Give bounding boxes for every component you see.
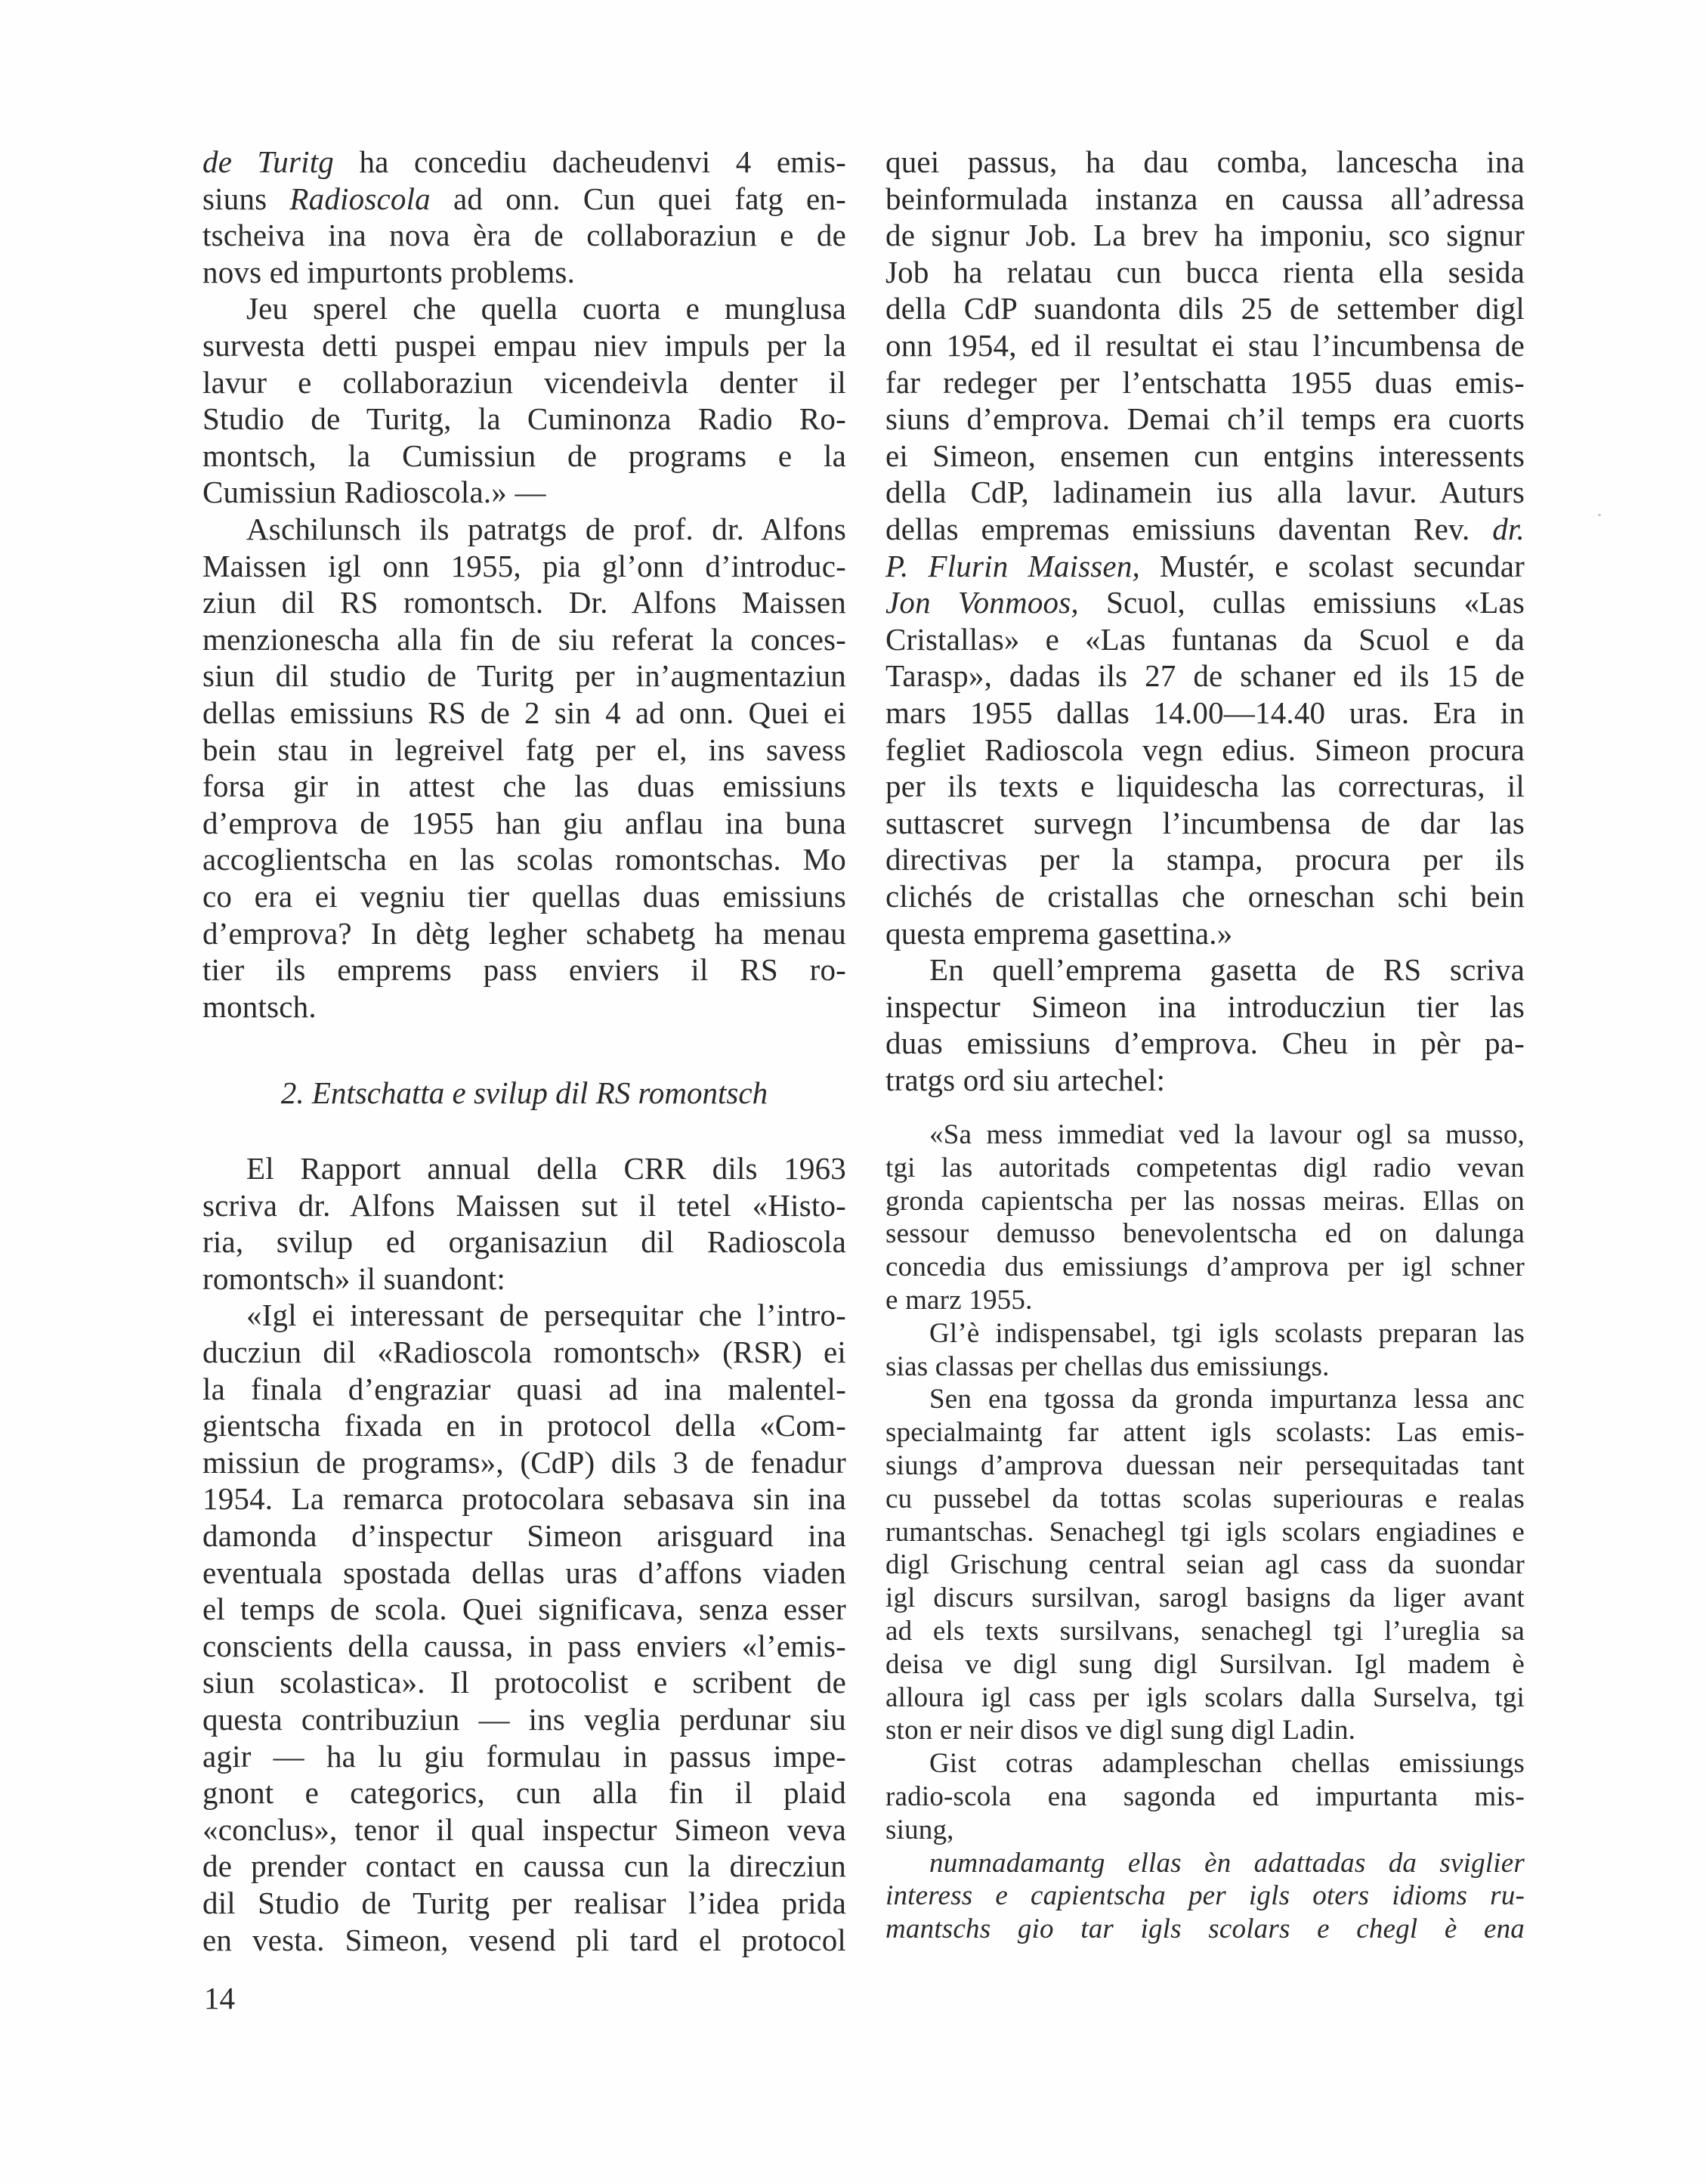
- text-run: tgi las autoritads competentas digl radio vevan: [885, 1152, 1525, 1183]
- text-line: [885, 1780, 1525, 1814]
- text-run: Gist cotras adampleschan chellas emissiungs: [929, 1748, 1525, 1780]
- text-run: ston er neir disos ve digl sung digl Ladin.: [885, 1715, 1356, 1746]
- text-line: [202, 768, 846, 804]
- text-run: romontsch» il suandont:: [202, 1261, 505, 1296]
- text-line: [885, 364, 1525, 401]
- text-run: beinformulada instanza en caussa all’adressa: [885, 181, 1525, 216]
- text-run: «Igl ei interessant de persequitar che l’intro-: [246, 1298, 846, 1333]
- text-run: dellas emissiuns RS de 2 sin 4 ad onn. Quei ei: [202, 695, 846, 730]
- page-number: 14: [204, 1981, 235, 2015]
- text-run: ad els texts sursilvans, senachegl tgi l’ureglia sa: [885, 1616, 1525, 1647]
- text-line: [885, 1483, 1525, 1516]
- text-run: lavur e collaboraziun vicendeivla denter il: [202, 364, 846, 400]
- text-line: [885, 1118, 1525, 1152]
- text-line: [202, 290, 846, 326]
- text-run: gnont e categorics, cun alla fin il plaid: [202, 1775, 846, 1811]
- text-run: gronda capientscha per las nossas meiras. Ellas on: [885, 1185, 1525, 1217]
- text-line: [202, 1701, 846, 1737]
- text-run: Cumissiun Radioscola.» —: [202, 475, 546, 510]
- italic-text: Radioscola: [289, 181, 431, 216]
- text-run: dil Studio de Turitg per realisar l’idea prida: [202, 1885, 846, 1920]
- text-run: e marz 1955.: [885, 1285, 1033, 1316]
- text-line: [885, 1152, 1525, 1185]
- text-run: agir — ha lu giu formulau in passus impe-: [202, 1738, 846, 1774]
- text-run: Maissen igl onn 1955, pia gl’onn d’introduc-: [202, 548, 846, 583]
- text-line: [885, 1383, 1525, 1416]
- text-run: rumantschas. Senachegl tgi igls scolars engiadines e: [885, 1516, 1525, 1548]
- text-run: ziun dil RS romontsch. Dr. Alfons Maissen: [202, 585, 846, 620]
- text-run: ria, svilup ed organisaziun dil Radioscola: [202, 1224, 846, 1260]
- text-line: [885, 694, 1525, 731]
- text-run: el temps de scola. Quei significava, senza esser: [202, 1592, 846, 1627]
- text-line: [885, 181, 1525, 217]
- text-run: concedia dus emissiungs d’amprova per igl schner: [885, 1251, 1525, 1283]
- scan-speck: [1598, 514, 1601, 516]
- text-run: quei passus, ha dau comba, lancescha ina: [885, 144, 1525, 179]
- text-run: siun dil studio de Turitg per in’augmentaziun: [202, 658, 846, 694]
- text-line: [202, 364, 846, 401]
- text-line: [202, 181, 846, 217]
- text-run: siung,: [885, 1814, 954, 1845]
- text-run: Cristallas» e «Las funtanas da Scuol e da: [885, 621, 1525, 657]
- text-run: novs ed impurtonts problems.: [202, 254, 576, 289]
- text-run: ha concediu dacheudenvi 4 emis-: [334, 144, 846, 179]
- section-heading: 2. Entschatta e svilup dil RS romontsch: [280, 1075, 768, 1110]
- text-line: [885, 878, 1525, 914]
- italic-text: P. Flurin Maissen,: [885, 548, 1140, 583]
- text-run: menzionescha alla fin de siu referat la conces-: [202, 621, 846, 657]
- text-line: [885, 657, 1525, 694]
- text-line: [885, 915, 1525, 951]
- text-line: [885, 1615, 1525, 1648]
- text-run: conscients della caussa, in pass enviers «l’emis-: [202, 1628, 846, 1663]
- text-line: [202, 1334, 846, 1370]
- text-run: d’emprova de 1955 han giu anflau ina buna: [202, 805, 846, 840]
- text-run: Jeu sperel che quella cuorta e munglusa: [246, 291, 846, 326]
- text-line: [885, 1814, 1525, 1847]
- text-run: Studio de Turitg, la Cuminonza Radio Ro-: [202, 401, 846, 437]
- text-run: radio-scola ena sagonda ed impurtanta mis-: [885, 1781, 1525, 1812]
- text-run: Aschilunsch ils patratgs de prof. dr. Alfons: [246, 512, 846, 546]
- text-line: [885, 1284, 1525, 1317]
- text-run: co era ei vegniu tier quellas duas emissiuns: [202, 879, 846, 914]
- text-line: [885, 1251, 1525, 1284]
- text-run: ei Simeon, ensemen cun entgins interessents: [885, 438, 1525, 473]
- text-run: tier ils emprems pass enviers il RS ro-: [202, 952, 846, 988]
- text-run: survesta detti puspei empau niev impuls per la: [202, 328, 846, 363]
- text-line: [885, 254, 1525, 290]
- text-run: montsch.: [202, 988, 317, 1024]
- text-run: Mustér, e scolast secundar: [1139, 548, 1525, 583]
- text-line: [885, 1582, 1525, 1615]
- text-run: inspectur Simeon ina introducziun tier las: [885, 988, 1525, 1024]
- text-run: siun scolastica». Il protocolist e scribent de: [202, 1665, 846, 1700]
- text-line: [202, 1261, 846, 1297]
- text-run: d’emprova? In dètg legher schabetg ha menau: [202, 915, 846, 951]
- text-line: [202, 1444, 846, 1480]
- text-run: della CdP, ladinamein ius alla lavur. Auturs: [885, 475, 1525, 510]
- text-line: [885, 1217, 1525, 1251]
- text-run: de signur Job. La brev ha imponiu, sco signur: [885, 218, 1525, 253]
- text-run: siuns d’emprova. Demai ch’il temps era cuorts: [885, 401, 1525, 437]
- text-line: [202, 1407, 846, 1443]
- text-line: [202, 1150, 846, 1186]
- text-line: [885, 951, 1525, 988]
- text-line: [885, 732, 1525, 768]
- text-line: [202, 951, 846, 988]
- text-run: «Sa mess immediat ved la lavour ogl sa musso,: [929, 1119, 1525, 1150]
- text-run: duas emissiuns d’emprova. Cheu in pèr pa-: [885, 1025, 1525, 1061]
- text-run: per ils texts e liquidescha las correcturas, il: [885, 769, 1525, 804]
- text-line: [885, 1449, 1525, 1483]
- text-line: [202, 1922, 846, 1958]
- text-line: [202, 878, 846, 914]
- text-line: [202, 1738, 846, 1774]
- text-run: igl discurs sursilvan, sarogl basigns da liger avant: [885, 1582, 1525, 1614]
- text-line: [202, 474, 846, 510]
- text-run: de prender contact en caussa cun la direcziun: [202, 1848, 846, 1884]
- text-run: ducziun dil «Radioscola romontsch» (RSR) ei: [202, 1335, 846, 1369]
- text-line: [202, 254, 846, 290]
- text-line: [885, 1913, 1525, 1946]
- text-run: montsch, la Cumissiun de programs e la: [202, 438, 846, 473]
- text-run: far redeger per l’entschatta 1955 duas emis-: [885, 364, 1525, 400]
- text-run: sias classas per chellas dus emissiungs.: [885, 1350, 1330, 1382]
- text-line: [202, 1664, 846, 1700]
- text-line: [885, 1185, 1525, 1218]
- text-line: [885, 1062, 1525, 1098]
- text-line: [202, 915, 846, 951]
- text-run: Gl’è indispensabel, tgi igls scolasts preparan las: [929, 1317, 1525, 1349]
- text-line: [885, 1516, 1525, 1549]
- text-line: [885, 841, 1525, 877]
- text-line: [885, 1317, 1525, 1350]
- text-run: tratgs ord siu artechel:: [885, 1063, 1166, 1097]
- text-line: [885, 621, 1525, 657]
- text-line: [202, 584, 846, 620]
- text-line: [202, 438, 846, 474]
- text-line: [202, 217, 846, 253]
- text-run: En quell’emprema gasetta de RS scriva: [929, 952, 1525, 988]
- text-run: onn 1954, ed il resultat ei stau l’incumbensa de: [885, 328, 1525, 363]
- italic-text: interess e capientscha per igls oters idioms ru-: [885, 1880, 1525, 1912]
- text-run: Scuol, cullas emissiuns «Las: [1078, 585, 1525, 620]
- text-line: [202, 1554, 846, 1591]
- text-line: [885, 1416, 1525, 1449]
- text-line: [885, 1350, 1525, 1384]
- text-line: [202, 732, 846, 768]
- text-line: [202, 1848, 846, 1884]
- text-line: [885, 1879, 1525, 1913]
- text-run: 1954. La remarca protocolara sebasava sin ina: [202, 1481, 846, 1517]
- italic-text: Jon Vonmoos,: [885, 585, 1079, 620]
- text-line: [885, 548, 1525, 584]
- text-line: [885, 584, 1525, 620]
- text-line: [885, 401, 1525, 437]
- text-run: eventuala spostada dellas uras d’affons viaden: [202, 1554, 846, 1590]
- text-run: «conclus», tenor il qual inspectur Simeon veva: [202, 1811, 846, 1847]
- text-run: dellas empremas emissiuns daventan Rev.: [885, 512, 1493, 546]
- text-line: [202, 1517, 846, 1554]
- text-run: deisa ve digl sung digl Sursilvan. Igl madem è: [885, 1648, 1525, 1680]
- text-run: fegliet Radioscola vegn edius. Simeon procura: [885, 732, 1525, 767]
- text-line: [202, 1811, 846, 1848]
- text-run: siuns: [202, 181, 290, 216]
- text-line: [885, 1681, 1525, 1715]
- text-run: la finala d’engraziar quasi ad ina malentel-: [202, 1371, 846, 1406]
- text-run: damonda d’inspectur Simeon arisguard ina: [202, 1518, 846, 1553]
- text-line: [885, 217, 1525, 253]
- italic-text: dr.: [1492, 512, 1525, 546]
- text-line: [202, 841, 846, 877]
- text-run: accoglientscha en las scolas romontschas. Mo: [202, 842, 846, 877]
- text-run: tscheiva ina nova èra de collaboraziun e de: [202, 218, 846, 253]
- italic-text: numnadamantg ellas èn adattadas da sviglier: [929, 1847, 1525, 1879]
- text-line: [885, 805, 1525, 841]
- text-run: Tarasp», dadas ils 27 de schaner ed ils 15 de: [885, 658, 1525, 694]
- text-line: [885, 1847, 1525, 1880]
- text-run: suttascret survegn l’incumbensa de dar las: [885, 805, 1525, 840]
- text-run: sessour demusso benevolentscha ed on dalunga: [885, 1218, 1525, 1250]
- text-line: [202, 1223, 846, 1260]
- text-line: [885, 438, 1525, 474]
- text-run: siungs d’amprova duessan neir persequitadas tant: [885, 1450, 1525, 1481]
- text-run: questa contribuziun — ins veglia perdunar siu: [202, 1702, 846, 1737]
- text-run: bein stau in legreivel fatg per el, ins savess: [202, 732, 846, 767]
- text-run: Sen ena tgossa da gronda impurtanza lessa anc: [929, 1384, 1525, 1415]
- text-line: [202, 401, 846, 437]
- text-run: missiun de programs», (CdP) dils 3 de fenadur: [202, 1444, 846, 1480]
- text-line: [202, 1591, 846, 1627]
- text-run: digl Grischung central seian agl cass da suondar: [885, 1549, 1525, 1581]
- text-run: gientscha fixada en in protocol della «Com-: [202, 1408, 846, 1443]
- text-line: [202, 511, 846, 547]
- text-line: [202, 1371, 846, 1407]
- text-line: [885, 290, 1525, 326]
- text-run: directivas per la stampa, procura per ils: [885, 842, 1525, 877]
- text-run: en vesta. Simeon, vesend pli tard el protocol: [202, 1922, 846, 1957]
- text-line: [202, 1187, 846, 1223]
- text-line: [885, 1648, 1525, 1681]
- text-run: forsa gir in attest che las duas emissiuns: [202, 769, 846, 804]
- text-line: [202, 1774, 846, 1811]
- text-line: [202, 694, 846, 731]
- text-line: [885, 1714, 1525, 1747]
- text-run: mars 1955 dallas 14.00—14.40 uras. Era in: [885, 695, 1525, 730]
- italic-text: mantschs gio tar igls scolars e chegl è ena: [885, 1913, 1525, 1945]
- text-run: della CdP suandonta dils 25 de settember digl: [885, 291, 1525, 326]
- text-run: questa emprema gasettina.»: [885, 915, 1233, 951]
- text-line: [885, 511, 1525, 547]
- text-line: [202, 327, 846, 363]
- text-run: clichés de cristallas che orneschan schi bein: [885, 879, 1525, 914]
- text-line: [885, 1747, 1525, 1780]
- text-line: [202, 1885, 846, 1921]
- text-run: scriva dr. Alfons Maissen sut il tetel «Histo-: [202, 1187, 846, 1223]
- text-run: Job ha relatau cun bucca rienta ella sesida: [885, 254, 1525, 289]
- text-line: [202, 548, 846, 584]
- text-line: [202, 1628, 846, 1664]
- text-line: [202, 144, 846, 180]
- text-line: [202, 1480, 846, 1517]
- text-line: [202, 805, 846, 841]
- italic-text: de Turitg: [202, 144, 335, 179]
- text-run: cu pussebel da tottas scolas superiouras e realas: [885, 1483, 1525, 1514]
- text-line: [885, 474, 1525, 510]
- text-line: [885, 144, 1525, 180]
- text-line: [885, 327, 1525, 363]
- text-line: [202, 621, 846, 657]
- text-line: [885, 1548, 1525, 1582]
- text-line: [202, 657, 846, 694]
- text-run: alloura igl cass per igls scolars dalla Surselva, tgi: [885, 1681, 1525, 1713]
- text-line: [885, 988, 1525, 1025]
- text-line: [885, 1025, 1525, 1061]
- text-line: [202, 988, 846, 1025]
- text-line: [885, 768, 1525, 804]
- text-run: specialmaintg far attent igls scolasts: Las emis-: [885, 1417, 1525, 1449]
- text-line: [202, 1297, 846, 1333]
- text-run: ad onn. Cun quei fatg en-: [430, 181, 846, 216]
- text-run: El Rapport annual della CRR dils 1963: [246, 1151, 846, 1186]
